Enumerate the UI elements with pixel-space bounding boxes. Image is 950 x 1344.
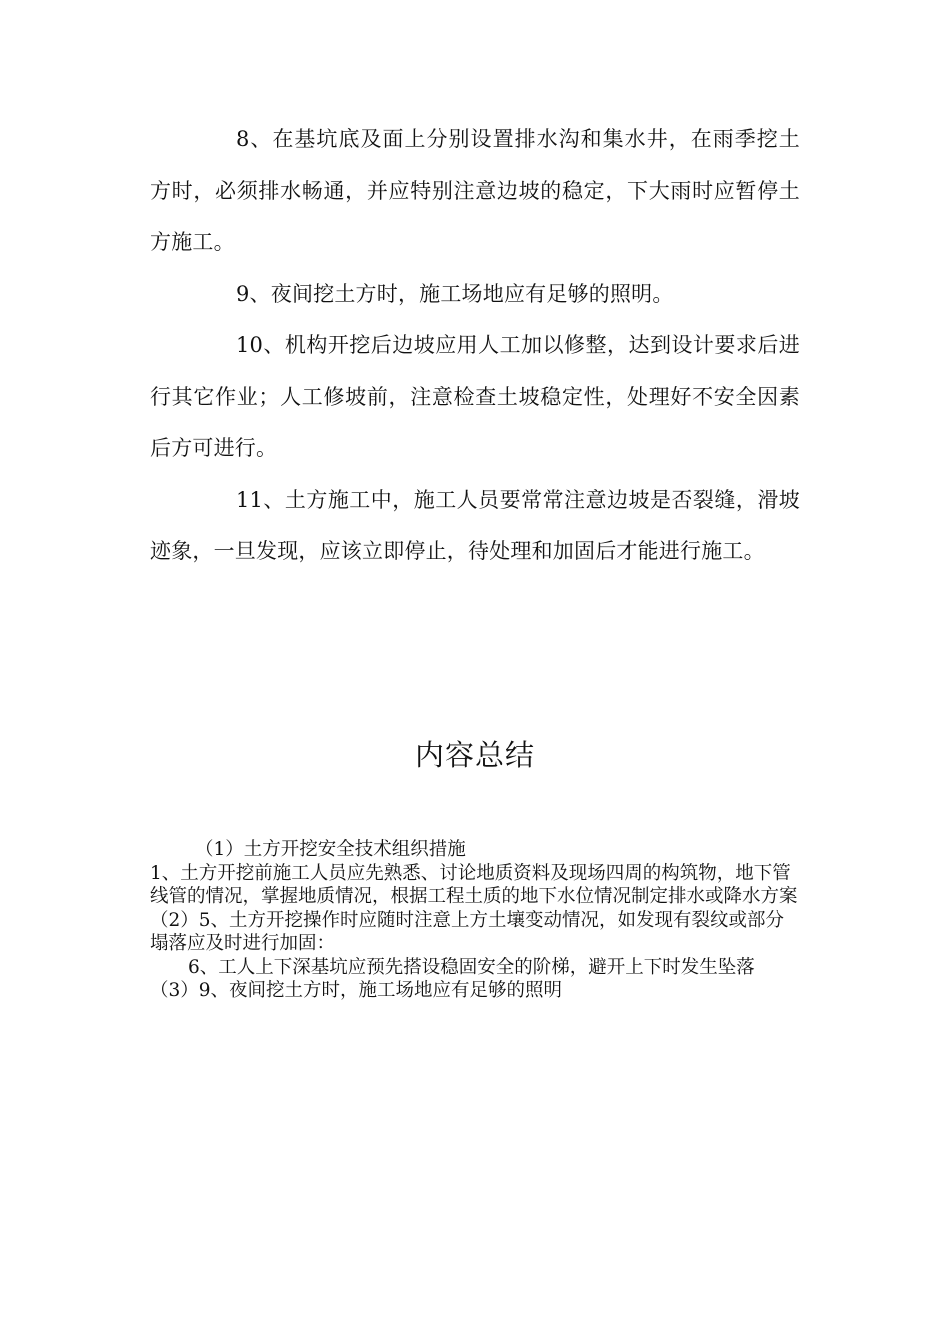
paragraph-item-11: 11、土方施工中，施工人员要常常注意边坡是否裂缝，滑坡迹象，一旦发现，应该立即停止，待处理和加固后才能进行施工。 [150, 487, 800, 563]
summary-section [150, 838, 798, 1003]
body-text [150, 114, 800, 578]
paragraph-item-8: 8、在基坑底及面上分别设置排水沟和集水井，在雨季挖土方时，必须排水畅通，并应特别注意边坡的稳定，下大雨时应暂停土方施工。 [150, 127, 800, 254]
summary-line: （2）5、土方开挖操作时应随时注意上方土壤变动情况，如发现有裂纹或部分塌落应及时进行加固： [150, 909, 785, 954]
summary-line: （1）土方开挖安全技术组织措施 [195, 839, 466, 860]
summary-line: 6、工人上下深基坑应预先搭设稳固安全的阶梯，避开上下时发生坠落 [188, 956, 755, 978]
summary-line: 1、土方开挖前施工人员应先熟悉、讨论地质资料及现场四周的构筑物，地下管线管的情况，掌握地质情况，根据工程土质的地下水位情况制定排水或降水方案 [150, 862, 798, 907]
summary-title: 内容总结 [414, 738, 535, 772]
paragraph-item-10: 10、机构开挖后边坡应用人工加以修整，达到设计要求后进行其它作业；人工修坡前，注意检查土坡稳定性，处理好不安全因素后方可进行。 [150, 333, 800, 460]
summary-line: （3）9、夜间挖土方时，施工场地应有足够的照明 [150, 980, 563, 1001]
paragraph-item-9: 9、夜间挖土方时，施工场地应有足够的照明。 [236, 281, 674, 306]
